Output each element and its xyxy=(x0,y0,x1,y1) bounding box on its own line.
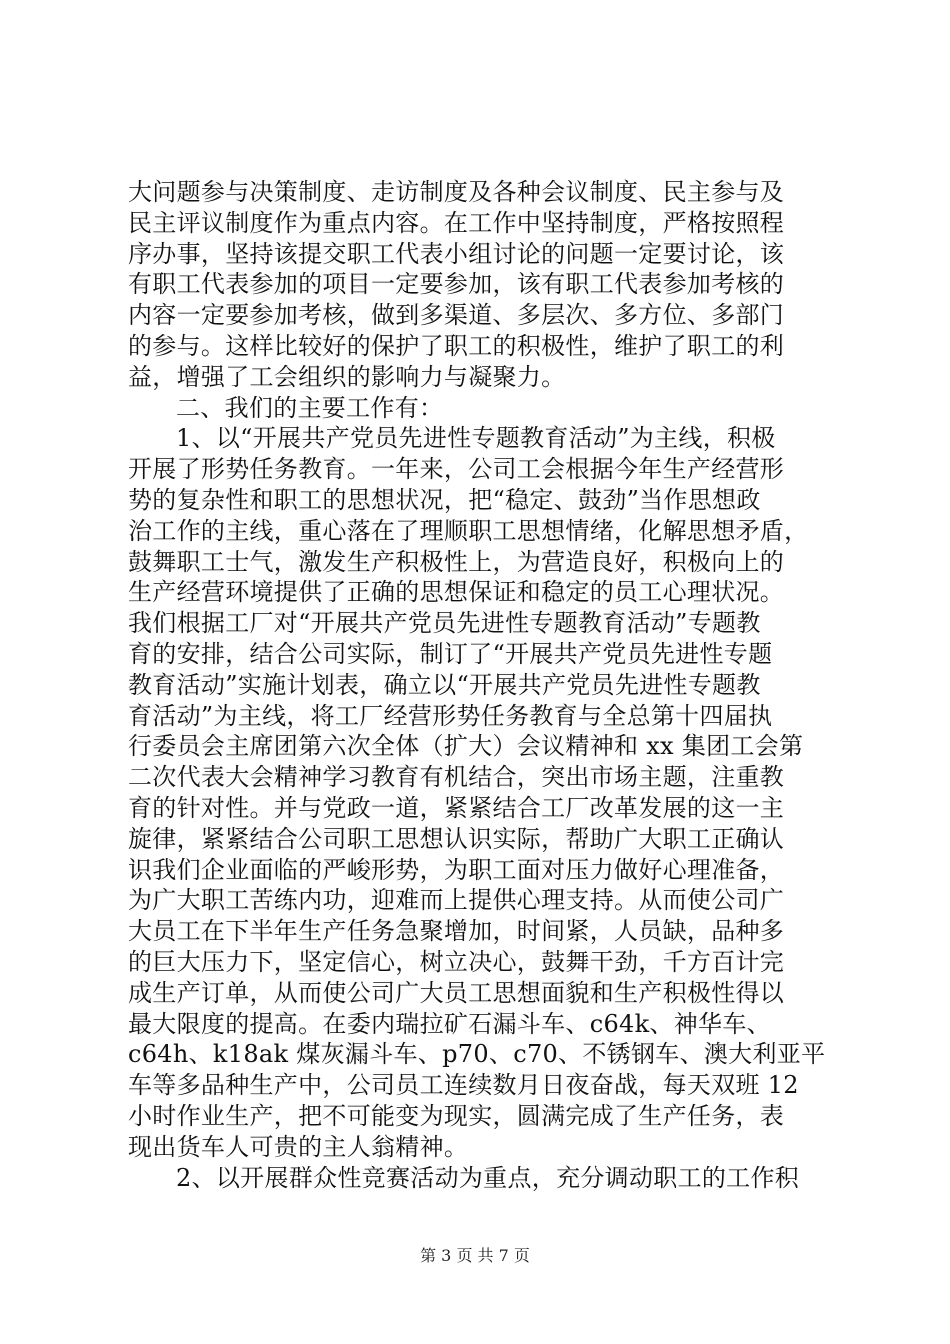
text-line: 治工作的主线，重心落在了理顺职工思想情绪，化解思想矛盾， xyxy=(128,516,809,545)
text-line: 成生产订单，从而使公司广大员工思想面貌和生产积极性得以 xyxy=(128,978,785,1007)
text-line: 现出货车人可贵的主人翁精神。 xyxy=(128,1132,469,1161)
text-line: c64h、k18ak 煤灰漏斗车、p70、c70、不锈钢车、澳大利亚平 xyxy=(128,1040,826,1069)
text-line: 行委员会主席团第六次全体（扩大）会议精神和 xx 集团工会第 xyxy=(128,732,804,761)
text-line: 民主评议制度作为重点内容。在工作中坚持制度，严格按照程 xyxy=(128,208,785,237)
text-line: 的巨大压力下，坚定信心，树立决心，鼓舞干劲，千方百计完 xyxy=(128,947,785,976)
text-line: 鼓舞职工士气，激发生产积极性上，为营造良好，积极向上的 xyxy=(128,547,785,576)
text-line: 小时作业生产，把不可能变为现实，圆满完成了生产任务，表 xyxy=(128,1101,785,1130)
section-heading: 二、我们的主要工作有： xyxy=(176,393,444,422)
text-line: 最大限度的提高。在委内瑞拉矿石漏斗车、c64k、神华车、 xyxy=(128,1009,771,1038)
text-line: 大员工在下半年生产任务急聚增加，时间紧，人员缺，品种多 xyxy=(128,917,785,946)
paragraph-start: 1、以“开展共产党员先进性专题教育活动”为主线，积极 xyxy=(176,424,776,453)
text-line: 益，增强了工会组织的影响力与凝聚力。 xyxy=(128,362,566,391)
text-line: 旋律，紧紧结合公司职工思想认识实际，帮助广大职工正确认 xyxy=(128,824,785,853)
text-line: 识我们企业面临的严峻形势，为职工面对压力做好心理准备， xyxy=(128,855,785,884)
text-line: 教育活动”实施计划表，确立以“开展共产党员先进性专题教 xyxy=(128,670,761,699)
document-body xyxy=(128,177,828,1193)
text-line: 的参与。这样比较好的保护了职工的积极性，维护了职工的利 xyxy=(128,331,785,360)
text-line: 有职工代表参加的项目一定要参加，该有职工代表参加考核的 xyxy=(128,270,785,299)
text-line: 二次代表大会精神学习教育有机结合，突出市场主题，注重教 xyxy=(128,763,785,792)
text-line: 育活动”为主线，将工厂经营形势任务教育与全总第十四届执 xyxy=(128,701,773,730)
text-line: 大问题参与决策制度、走访制度及各种会议制度、民主参与及 xyxy=(128,178,785,206)
text-line: 内容一定要参加考核，做到多渠道、多层次、多方位、多部门 xyxy=(128,301,785,330)
text-line: 车等多品种生产中，公司员工连续数月日夜奋战，每天双班 12 xyxy=(128,1071,799,1100)
text-line: 我们根据工厂对“开展共产党员先进性专题教育活动”专题教 xyxy=(128,609,761,638)
text-line: 序办事，坚持该提交职工代表小组讨论的问题一定要讨论，该 xyxy=(128,239,785,268)
text-line: 开展了形势任务教育。一年来，公司工会根据今年生产经营形 xyxy=(128,455,785,484)
text-line: 生产经营环境提供了正确的思想保证和稳定的员工心理状况。 xyxy=(128,578,785,607)
text-line: 为广大职工苦练内功，迎难而上提供心理支持。从而使公司广 xyxy=(128,886,785,915)
page-number: 第 3 页 共 7 页 xyxy=(420,1246,530,1265)
text-line: 势的复杂性和职工的思想状况，把“稳定、鼓劲”当作思想政 xyxy=(128,485,761,514)
text-line: 育的针对性。并与党政一道，紧紧结合工厂改革发展的这一主 xyxy=(128,793,785,822)
paragraph-start: 2、以开展群众性竞赛活动为重点，充分调动职工的工作积 xyxy=(176,1163,800,1192)
text-line: 育的安排，结合公司实际，制订了“开展共产党员先进性专题 xyxy=(128,639,773,668)
